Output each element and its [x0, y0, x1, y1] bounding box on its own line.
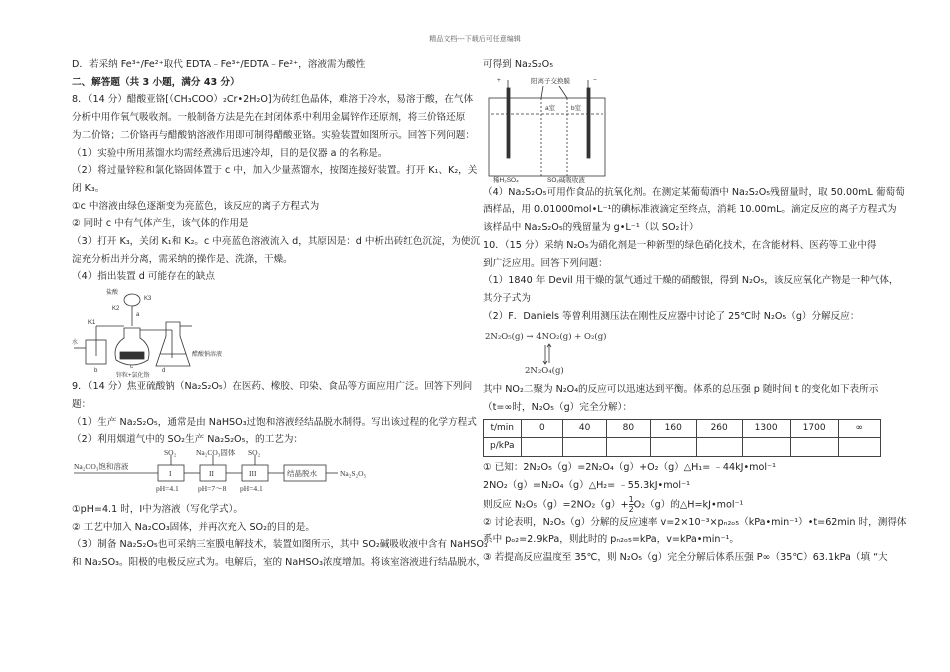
question-text-line: ① 已知：2N₂O₅（g）=2N₂O₄（g）+O₂（g）△H₁= ﹣44kJ•mol⁻¹ — [483, 462, 776, 474]
question-text-line: ③ 若提高反应温度至 35℃，则 N₂O₅（g）完全分解后体系压强 P∞（35℃）63.1kPa（填 “大 — [483, 552, 888, 564]
table-cell — [696, 438, 742, 457]
label-b: b — [94, 368, 98, 375]
question-text-line: （t=∞时，N₂O₅（g）完全分解）： — [483, 402, 633, 414]
table-cell — [790, 438, 838, 457]
electrolysis-diagram — [483, 74, 623, 184]
apparatus-diagram — [72, 286, 272, 378]
flow-ph-2: pH=7～8 — [198, 483, 227, 493]
reaction-equation — [483, 325, 881, 381]
question-text-line: 8．（14 分）醋酸亚铬[（CH₃COO）₂Cr•2H₂O]为砖红色晶体，难溶于冷水，易溶于酸，在气体 — [72, 94, 474, 106]
label-membrane: 阳离子交换膜 — [531, 77, 570, 85]
table-cell — [838, 438, 880, 457]
question-text-line: （3）打开 K₃，关闭 K₁和 K₂。c 中亮蓝色溶液流入 d，其原因是：d 中析出砖红色沉淀，为使沉 — [72, 236, 481, 248]
question-text-line: 闭 K₃。 — [72, 182, 105, 194]
label-k2: K2 — [112, 306, 120, 313]
flow-box-4: 结晶脱水 — [287, 468, 317, 478]
anode-sign: + — [497, 76, 501, 84]
label-zinc-chromium: 锌粒+氯化铬 — [116, 373, 150, 379]
question-text-line: （1）1840 年 Devil 用干燥的氯气通过干燥的硝酸银，得到 N₂O₅，该反应氧化产物是一种气体， — [483, 275, 899, 287]
label-chamber-b: b室 — [571, 104, 582, 112]
table-cell — [650, 438, 696, 457]
apparatus-figure — [72, 286, 464, 378]
question-text-line: （3）制备 Na₂S₂O₅也可采纳三室膜电解技术，装置如图所示，其中 SO₂碱吸收液中含有 NaHSO₃ — [72, 539, 488, 551]
label-k1: K1 — [88, 320, 96, 327]
table-cell: 260 — [696, 419, 742, 438]
question-text-line: ①pH=4.1 时，Ⅰ中为溶液（写化学式）。 — [72, 503, 243, 515]
flow-so2-input-2: SO₂ — [248, 448, 261, 457]
equation-decomposition: 2N₂O₅(g) → 4NO₂(g) + O₂(g) — [485, 332, 607, 343]
question-text-line — [483, 495, 881, 514]
table-cell — [563, 438, 607, 457]
table-cell — [742, 438, 790, 457]
question-text-line: （2）利用烟道气中的 SO₂生产 Na₂S₂O₅，的工艺为： — [72, 434, 304, 446]
table-row — [484, 438, 881, 457]
question-text-line: 2NO₂（g）=N₂O₄（g）△H₂= ﹣55.3kJ•mol⁻¹ — [483, 479, 691, 491]
label-d: d — [162, 368, 166, 375]
flow-so2-input-1: SO₂ — [164, 448, 177, 457]
process-flow-figure — [72, 449, 464, 501]
question-text-line: 可得到 Na₂S₂O₅ — [483, 59, 554, 70]
label-water: 水 — [72, 340, 79, 347]
fraction-line-suffix: O₂（g）的△H=kJ•mol⁻¹ — [633, 499, 744, 511]
electrolysis-figure — [483, 74, 881, 184]
question-text-line: ② 同时 c 中有气体产生，该气体的作用是 — [72, 218, 249, 230]
question-text-line: ② 工艺中加入 Na₂CO₃固体，并再次充入 SO₂的目的是。 — [72, 521, 315, 533]
table-cell — [521, 438, 563, 457]
question-text-line: 分析中用作氧气吸收剂。一般制备方法是先在封闭体系中利用金属锌作还原剂，将三价铬还原 — [72, 112, 466, 124]
question-text-line: （1）实验中所用蒸馏水均需经煮沸后迅速冷却，目的是仪器 a 的名称是。 — [72, 147, 388, 159]
process-flow-diagram — [72, 449, 382, 501]
question-text-line: 题： — [72, 398, 92, 410]
table-cell: 0 — [521, 419, 563, 438]
question-text-line: 淀充分析出并分离，需采纳的操作是、洗涤，干燥。 — [72, 253, 293, 265]
question-text-line: 其中 NO₂二聚为 N₂O₄的反应可以迅速达到平衡。体系的总压强 p 随时间 t 的变化如下表所示 — [483, 384, 879, 396]
flow-box-1: I — [169, 468, 172, 478]
question-text-line: 其分子式为 — [483, 292, 531, 304]
table-cell: ∞ — [838, 419, 880, 438]
label-sodium-acetate: 醋酸钠溶液 — [192, 352, 223, 359]
fraction-line-prefix: 则反应 N₂O₅（g）=2NO₂（g）+ — [483, 499, 629, 511]
table-cell: t/min — [484, 419, 522, 438]
flow-ph-3: pH=4.1 — [240, 483, 263, 493]
flow-box-2: II — [209, 468, 214, 478]
table-cell: p/kPa — [484, 438, 522, 457]
label-dilute-sulfuric: 稀H₂SO₄ — [493, 176, 519, 184]
question-text-line: （4）指出装置 d 可能存在的缺点 — [72, 271, 216, 283]
pressure-time-table — [483, 419, 881, 457]
question-text-line: 和 Na₂SO₃。阳极的电极反应式为。电解后，室的 NaHSO₃浓度增加。将该室溶液进行结晶脱水， — [72, 557, 487, 569]
question-text-line: 该样品中 Na₂S₂O₅的残留量为 g•L⁻¹（以 SO₂计） — [483, 222, 699, 234]
flow-start-label: Na₂CO₃饱和溶液 — [74, 461, 129, 471]
question-text-line: （4）Na₂S₂O₅可用作食品的抗氧化剂。在测定某葡萄酒中 Na₂S₂O₅残留量时，取 50.00mL 葡萄萄 — [483, 186, 905, 198]
question-text-line: （2）F．Daniels 等曾利用测压法在刚性反应器中讨论了 25℃时 N₂O₅（g）分解反应： — [483, 310, 860, 322]
question-text-line: 为二价铬；二价铬再与醋酸钠溶液作用即可制得醋酸亚铬。实验装置如图所示。回答下列问题： — [72, 129, 475, 141]
cathode-sign: − — [593, 76, 597, 84]
flow-end-label: Na₂S₂O₅ — [340, 468, 367, 478]
page-header: 精品文档---下载后可任意编辑 — [429, 35, 521, 43]
fraction-denominator: 2 — [628, 504, 634, 514]
question-text-line: ② 讨论表明，N₂O₅（g）分解的反应速率 v=2×10⁻³×pₙ₂ₒ₅（kPa•min⁻¹）•t=62min 时，测得体 — [483, 516, 907, 528]
label-so2-absorbent: SO₂碱吸收液 — [547, 176, 585, 184]
right-column — [483, 56, 907, 567]
label-c: c — [130, 364, 133, 371]
flow-ph-1: pH=4.1 — [156, 483, 179, 493]
fraction-numerator: 1 — [628, 494, 634, 504]
label-chamber-a: a室 — [545, 104, 556, 112]
flow-na2co3-input: Na₂CO₃固体 — [196, 448, 236, 457]
table-cell: 40 — [563, 419, 607, 438]
table-cell: 80 — [607, 419, 651, 438]
question-text-line: D．若采纳 Fe³⁺/Fe²⁺取代 EDTA﹣Fe³⁺/EDTA﹣Fe²⁺，溶液需为酸性 — [72, 59, 366, 70]
table-cell: 1700 — [790, 419, 838, 438]
table-row — [484, 419, 881, 438]
question-text-line: 到广泛应用。回答下列问题： — [483, 257, 608, 269]
table-cell: 160 — [650, 419, 696, 438]
question-text-line: （1）生产 Na₂S₂O₅，通常是由 NaHSO₃过饱和溶液经结晶脱水制得。写出该过程的化学方程式 — [72, 416, 477, 428]
label-k3: K3 — [144, 296, 152, 303]
reaction-equation-diagram — [483, 325, 683, 381]
label-hydrochloric-acid: 盐酸 — [106, 290, 119, 297]
table-cell — [607, 438, 651, 457]
flow-box-3: III — [249, 468, 257, 478]
question-text-line: ①c 中溶液由绿色逐渐变为亮蓝色，该反应的离子方程式为 — [72, 200, 320, 212]
question-text-line: 9．（14 分）焦亚硫酸钠（Na₂S₂O₅）在医药、橡胶、印染、食品等方面应用广泛。回答下列问 — [72, 381, 473, 393]
question-text-line: （2）将过量锌粒和氯化铬固体置于 c 中，加入少量蒸馏水，按图连接好装置。打开 K₁、K₂，关 — [72, 165, 478, 177]
table-cell: 1300 — [742, 419, 790, 438]
question-text-line: 10．（15 分）采纳 N₂O₅为硝化剂是一种新型的绿色硝化技术，在含能材料、医药等工业中得 — [483, 239, 877, 251]
question-text-line: 酒样品，用 0.01000mol•L⁻¹的碘标准液滴定至终点，消耗 10.00mL。滴定反应的离子方程式为 — [483, 204, 897, 216]
label-a: a — [136, 312, 140, 319]
equation-dimer: 2N₂O₄(g) — [525, 366, 564, 377]
question-text-line: 系中 pₒ₂=2.9kPa，则此时的 pₙ₂ₒ₅=kPa，v=kPa•min⁻¹。 — [483, 534, 739, 546]
section-heading: 二、解答题（共 3 小题，满分 43 分） — [72, 76, 240, 88]
left-column — [72, 56, 488, 572]
